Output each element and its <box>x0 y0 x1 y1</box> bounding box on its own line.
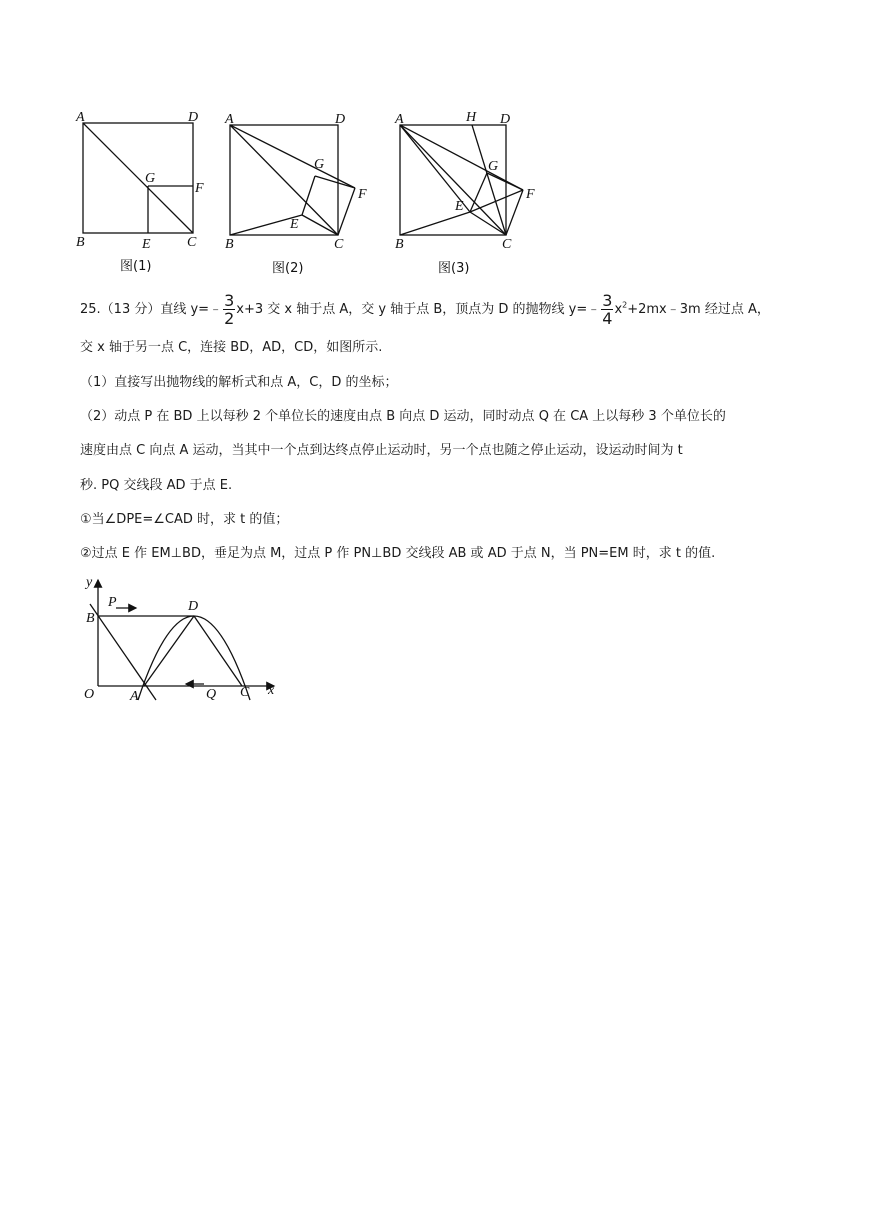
problem-line-2: 交 x 轴于另一点 C，连接 BD，AD，CD，如图所示. <box>80 340 383 355</box>
problem-text: 25.（13 分）直线 y=﹣ <box>80 302 223 317</box>
problem-text: x+3 交 x 轴于点 A，交 y 轴于点 B，顶点为 D 的抛物线 y=﹣ <box>236 302 601 317</box>
problem-text: +2mx﹣3m 经过点 A， <box>627 302 770 317</box>
label-f: F <box>526 187 535 202</box>
fraction-numerator: 3 <box>602 291 613 310</box>
label-e: E <box>455 199 464 214</box>
fraction-numerator: 3 <box>224 291 235 310</box>
fraction-denominator: 2 <box>224 309 235 328</box>
segment-ec <box>302 215 338 235</box>
label-d: D <box>188 110 199 125</box>
label-c: C <box>187 235 197 250</box>
label-d: D <box>188 599 199 614</box>
label-o: O <box>84 687 95 702</box>
figure-3-caption: 图(3) <box>438 261 470 276</box>
fraction-3-4 <box>601 292 613 327</box>
figure-2-caption: 图(2) <box>272 261 304 276</box>
problem-line-4: （2）动点 P 在 BD 上以每秒 2 个单位长的速度由点 B 向点 D 运动，同时动点 Q 在 CA 上以每秒 3 个单位长的 <box>80 409 726 424</box>
label-a: A <box>130 689 139 704</box>
label-e: E <box>142 237 151 252</box>
label-c: C <box>334 237 344 252</box>
label-y: y <box>86 575 93 590</box>
label-g: G <box>145 171 156 186</box>
label-d: D <box>335 112 346 127</box>
segment-gf <box>487 173 523 190</box>
segment-af <box>400 125 523 190</box>
segment-af <box>230 125 355 188</box>
coordinate-graph <box>78 572 283 707</box>
diagonal-ac <box>83 123 193 233</box>
problem-line-1 <box>80 292 800 327</box>
label-b: B <box>225 237 234 252</box>
fraction-3-2 <box>223 292 235 327</box>
label-a: A <box>225 112 234 127</box>
label-p: P <box>108 595 117 610</box>
figure-1 <box>70 100 215 280</box>
segment-fc <box>506 190 523 235</box>
label-c: C <box>240 685 250 700</box>
label-q: Q <box>206 687 217 702</box>
label-e: E <box>290 217 299 232</box>
exponent: 2 <box>622 300 628 310</box>
label-g: G <box>488 159 499 174</box>
segment-dc <box>194 616 242 686</box>
segment-fc <box>338 188 355 235</box>
problem-line-3: （1）直接写出抛物线的解析式和点 A，C，D 的坐标； <box>80 375 398 390</box>
problem-line-7: ①当∠DPE=∠CAD 时，求 t 的值； <box>80 512 289 527</box>
label-a: A <box>395 112 404 127</box>
label-b: B <box>76 235 85 250</box>
problem-line-5: 速度由点 C 向点 A 运动，当其中一个点到达终点停止运动时，另一个点也随之停止运动，设运动时间为 t <box>80 443 683 458</box>
label-h: H <box>466 110 477 125</box>
segment-be <box>400 212 470 235</box>
figure-3 <box>390 100 550 280</box>
label-g: G <box>314 157 325 172</box>
problem-line-8: ②过点 E 作 EM⊥BD，垂足为点 M，过点 P 作 PN⊥BD 交线段 AB 或 AD 于点 N，当 PN=EM 时，求 t 的值. <box>80 546 716 561</box>
label-b: B <box>86 611 95 626</box>
label-d: D <box>500 112 511 127</box>
diagonal-ac <box>230 125 338 235</box>
problem-line-6: 秒. PQ 交线段 AD 于点 E. <box>80 478 233 493</box>
label-f: F <box>195 181 204 196</box>
label-f: F <box>358 187 367 202</box>
diagonal-ac <box>400 125 506 235</box>
label-x: x <box>268 683 275 698</box>
segment-ad <box>144 616 194 686</box>
label-b: B <box>395 237 404 252</box>
label-c: C <box>502 237 512 252</box>
problem-text: x <box>614 302 623 317</box>
fraction-denominator: 4 <box>602 309 613 328</box>
parabola <box>138 616 250 700</box>
label-a: A <box>76 110 85 125</box>
figure-2 <box>220 100 380 280</box>
figure-1-caption: 图(1) <box>120 259 152 274</box>
